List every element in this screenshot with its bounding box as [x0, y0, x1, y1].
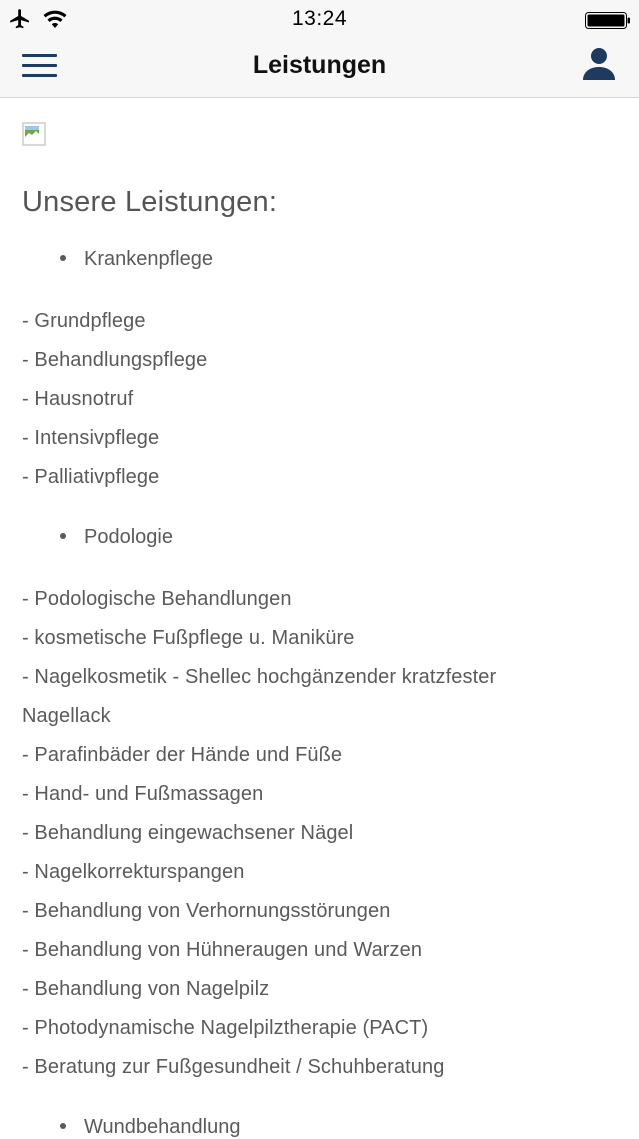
list-item: - Grundpflege	[22, 310, 146, 332]
list-item: - Behandlungspflege	[22, 349, 208, 371]
list-item: - Nagelkorrekturspangen	[22, 861, 245, 883]
list-item: - Hand- und Fußmassagen	[22, 783, 264, 805]
list-item: - Photodynamische Nagelpilztherapie (PACT)	[22, 1017, 429, 1039]
bullet-wundbehandlung: Wundbehandlung	[60, 1116, 240, 1139]
status-bar	[0, 0, 639, 40]
status-time: 13:24	[291, 7, 348, 30]
broken-image-icon	[22, 122, 46, 146]
battery-icon	[585, 12, 631, 29]
list-item: - Intensivpflege	[22, 427, 160, 449]
section-heading: Unsere Leistungen:	[22, 186, 278, 218]
user-button[interactable]	[581, 46, 617, 82]
user-icon	[581, 46, 617, 82]
list-item: - Parafinbäder der Hände und Füße	[22, 744, 343, 766]
list-item: - Behandlung eingewachsener Nägel	[22, 822, 354, 844]
list-item: - Podologische Behandlungen	[22, 588, 292, 610]
list-item: - Nagelkosmetik - Shellec hochgänzender kratzfester	[22, 666, 497, 688]
list-item: - Behandlung von Nagelpilz	[22, 978, 270, 1000]
list-item: - kosmetische Fußpflege u. Maniküre	[22, 627, 355, 649]
list-item: - Beratung zur Fußgesundheit / Schuhberatung	[22, 1056, 445, 1078]
page-title: Leistungen	[252, 51, 387, 79]
bullet-podologie: Podologie	[60, 526, 173, 549]
bullet-krankenpflege: Krankenpflege	[60, 248, 213, 271]
list-item: Nagellack	[22, 705, 111, 727]
list-item: - Behandlung von Hühneraugen und Warzen	[22, 939, 423, 961]
list-item: - Palliativpflege	[22, 466, 160, 488]
list-item: - Hausnotruf	[22, 388, 134, 410]
nav-bar	[0, 40, 639, 98]
list-item: - Behandlung von Verhornungsstörungen	[22, 900, 391, 922]
